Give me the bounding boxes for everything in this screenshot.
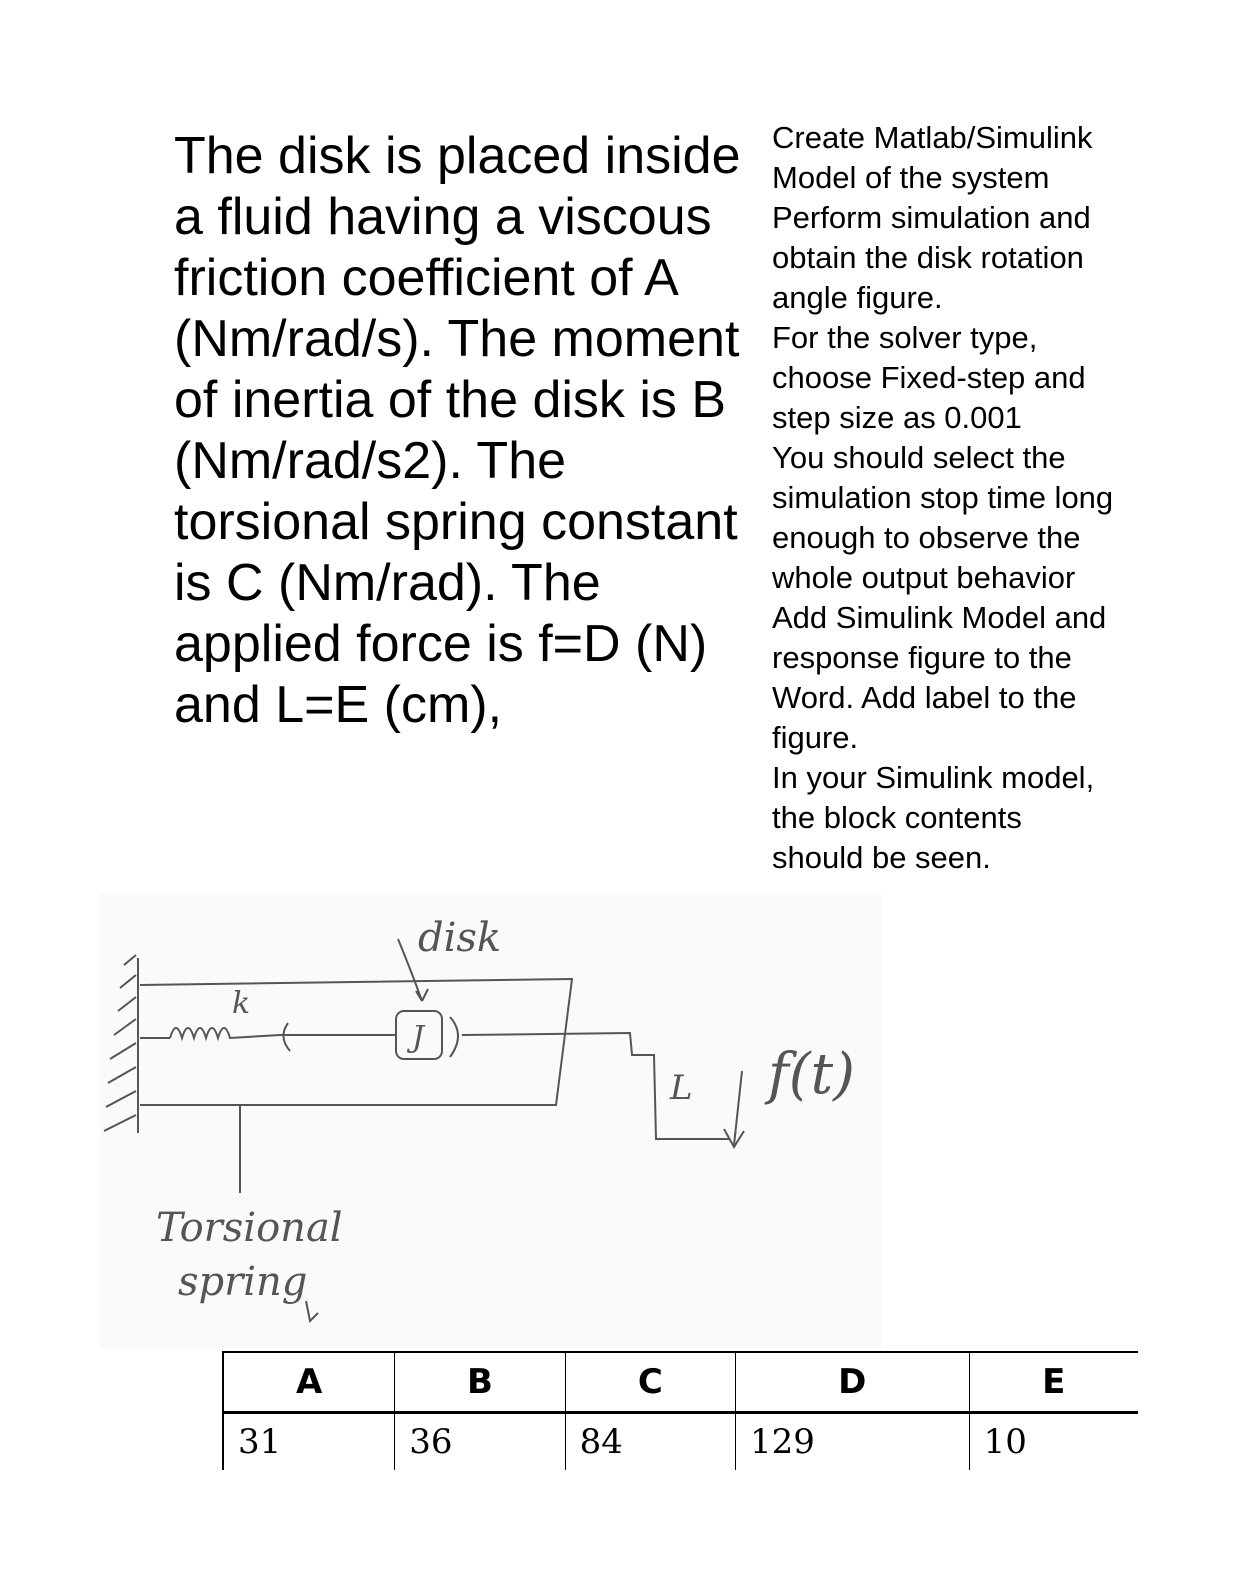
instruction-line: Word. Add label to the — [772, 680, 1077, 715]
instruction-line: the block contents — [772, 800, 1022, 835]
problem-line: and L=E (cm), — [174, 676, 503, 734]
instruction-line: Model of the system — [772, 160, 1050, 195]
instruction-line: step size as 0.001 — [772, 400, 1022, 435]
instruction-line: choose Fixed-step and — [772, 360, 1086, 395]
fluid-container — [140, 979, 572, 1105]
problem-line: The disk is placed inside — [174, 127, 741, 185]
problem-statement — [174, 126, 744, 736]
problem-line: (Nm/rad/s2). The — [174, 432, 567, 490]
value-cell-d: 129 — [735, 1413, 969, 1471]
torsional-label: Torsional — [156, 1205, 343, 1251]
header-cell-c: C — [565, 1352, 735, 1413]
header-cell-e: E — [969, 1352, 1138, 1413]
problem-line: is C (Nm/rad). The — [174, 554, 601, 612]
instruction-line: Add Simulink Model and — [772, 600, 1107, 635]
instruction-line: response figure to the — [772, 640, 1072, 675]
value-cell-c: 84 — [565, 1413, 735, 1471]
force-arrow — [724, 1071, 744, 1147]
instruction-line: For the solver type, — [772, 320, 1038, 355]
instruction-line: angle figure. — [772, 280, 943, 315]
header-cell-b: B — [395, 1352, 565, 1413]
instruction-line: In your Simulink model, — [772, 760, 1095, 795]
table-row — [223, 1413, 1138, 1471]
instruction-line: Create Matlab/Simulink — [772, 120, 1093, 155]
problem-line: torsional spring constant — [174, 493, 738, 551]
spring-leader-tick — [306, 1301, 318, 1321]
instruction-line: Perform simulation and — [772, 200, 1091, 235]
value-cell-e: 10 — [969, 1413, 1138, 1471]
problem-line: (Nm/rad/s). The moment — [174, 310, 740, 368]
instruction-line: whole output behavior — [772, 560, 1076, 595]
disk-label: disk — [418, 915, 502, 961]
problem-line: applied force is f=D (N) — [174, 615, 708, 673]
instruction-line: You should select the — [772, 440, 1066, 475]
header-cell-a: A — [223, 1352, 395, 1413]
sketch-drawing — [100, 893, 882, 1348]
value-cell-a: 31 — [223, 1413, 395, 1471]
value-cell-b: 36 — [395, 1413, 565, 1471]
table-header-row — [223, 1352, 1138, 1413]
problem-line: of inertia of the disk is B — [174, 371, 727, 429]
values-table — [222, 1351, 1138, 1470]
instruction-line: figure. — [772, 720, 859, 755]
system-sketch — [100, 893, 882, 1348]
instructions — [772, 118, 1242, 878]
inertia-label: J — [412, 1020, 425, 1055]
wall-hatch — [104, 955, 138, 1133]
spring-coil — [170, 1028, 280, 1038]
disk-right-edge — [450, 1017, 458, 1057]
instruction-line: obtain the disk rotation — [772, 240, 1084, 275]
problem-line: a fluid having a viscous — [174, 188, 712, 246]
spring-constant-label: k — [232, 986, 251, 1021]
instruction-line: simulation stop time long — [772, 480, 1114, 515]
instruction-line: should be seen. — [772, 840, 991, 875]
length-label: L — [670, 1068, 693, 1108]
spring-label: spring — [178, 1259, 308, 1305]
disk-left-edge — [283, 1023, 290, 1051]
header-cell-d: D — [735, 1352, 969, 1413]
instruction-line: enough to observe the — [772, 520, 1081, 555]
problem-line: friction coefficient of A — [174, 249, 679, 307]
force-label: f(t) — [768, 1042, 855, 1107]
